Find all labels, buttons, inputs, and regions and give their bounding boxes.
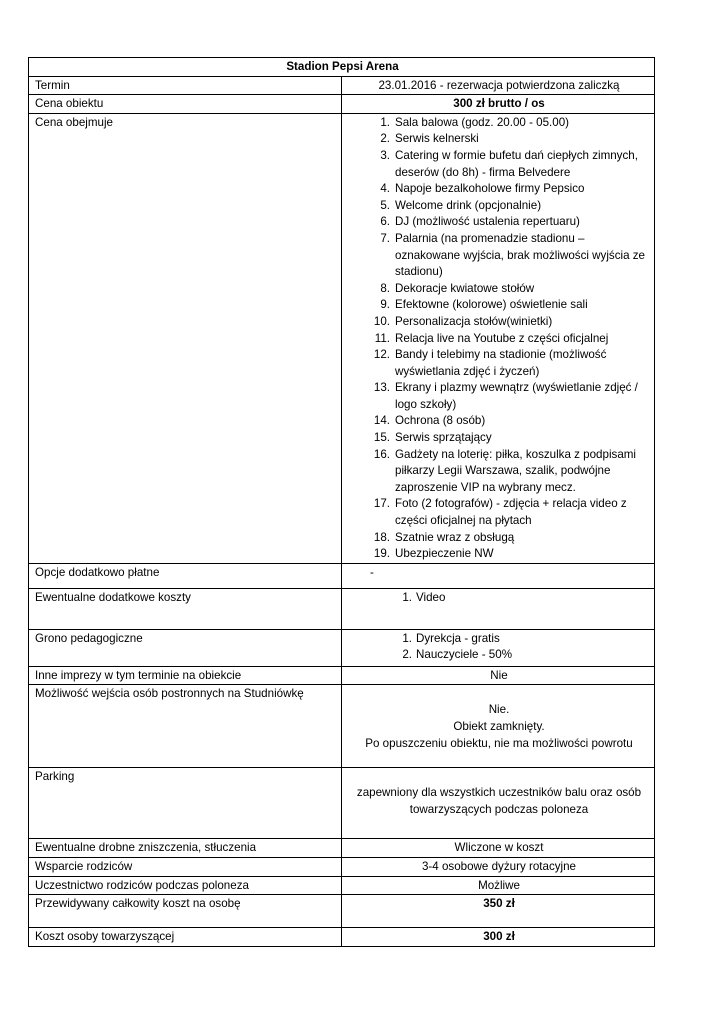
list-item: 13. Ekrany i plazmy wewnątrz (wyświetlanie zdjęć / logo szkoły) <box>373 381 638 411</box>
row-label: Inne imprezy w tym terminie na obiekcie <box>29 666 342 685</box>
row-value: 300 zł brutto / os <box>342 95 655 114</box>
row-label: Ewentualne drobne zniszczenia, stłuczenia <box>29 839 342 858</box>
list-item: 1. Video <box>402 590 446 604</box>
table-row <box>29 768 655 839</box>
table-row <box>29 685 655 768</box>
list-item: 1. Dyrekcja - gratis <box>402 631 500 645</box>
table-title: Stadion Pepsi Arena <box>29 58 655 77</box>
table-row <box>29 563 655 588</box>
row-label: Parking <box>29 768 342 839</box>
value-line: Nie. <box>488 703 510 717</box>
table-row <box>29 629 655 666</box>
list-item: 11. Relacja live na Youtube z części oficjalnej <box>374 331 609 345</box>
row-value: 23.01.2016 - rezerwacja potwierdzona zaliczką <box>342 76 655 95</box>
list-item: 7. Palarnia (na promenadzie stadionu – oznakowane wyjścia, brak możliwości wyjścia ze stadionu) <box>380 231 645 279</box>
row-value: 300 zł <box>342 928 655 947</box>
value-line: towarzyszących podczas poloneza <box>409 803 589 816</box>
table-row <box>29 895 655 928</box>
list-item: 16. Gadżety na loterię: piłka, koszulka z podpisami piłkarzy Legii Warszawa, szalik, podwójne zaproszenie VIP na wybrany mecz. <box>373 447 637 494</box>
row-label: Cena obejmuje <box>29 113 342 563</box>
table-row <box>29 76 655 95</box>
list-item: 3. Catering w formie bufetu dań ciepłych zimnych, deserów (do 8h) - firma Belvedere <box>380 148 638 179</box>
table-row <box>29 876 655 895</box>
row-label: Grono pedagogiczne <box>29 629 342 666</box>
row-label: Termin <box>29 76 342 95</box>
list-item: 4. Napoje bezalkoholowe firmy Pepsico <box>380 182 585 196</box>
list-item: 14. Ochrona (8 osób) <box>373 414 486 428</box>
list-item: 17. Foto (2 fotografów) - zdjęcia + relacja video z części oficjalnej na płytach <box>373 497 627 528</box>
teachers-list <box>348 631 650 664</box>
list-item: 15. Serwis sprzątający <box>373 431 492 445</box>
row-value <box>342 685 655 768</box>
value-line: Obiekt zamknięty. <box>453 720 545 733</box>
list-item: 2. Serwis kelnerski <box>380 132 479 146</box>
included-list <box>348 115 650 563</box>
row-label: Przewidywany całkowity koszt na osobę <box>29 895 342 928</box>
list-item: 10. Personalizacja stołów(winietki) <box>373 314 553 328</box>
table-row <box>29 95 655 114</box>
value-line: zapewniony dla wszystkich uczestników balu oraz osób <box>356 786 642 800</box>
row-value: Możliwe <box>342 876 655 895</box>
list-item: 18. Szatnie wraz z obsługą <box>373 530 515 544</box>
row-label: Koszt osoby towarzyszącej <box>29 928 342 947</box>
value-line: Po opuszczeniu obiektu, nie ma możliwości powrotu <box>365 736 633 750</box>
row-value: 350 zł <box>342 895 655 928</box>
row-label: Cena obiektu <box>29 95 342 114</box>
row-label: Uczestnictwo rodziców podczas poloneza <box>29 876 342 895</box>
list-item: 12. Bandy i telebimy na stadionie (możliwość wyświetlania zdjęć i życzeń) <box>373 348 607 378</box>
row-value <box>342 629 655 666</box>
list-item: 1. Sala balowa (godz. 20.00 - 05.00) <box>380 115 570 129</box>
table-row <box>29 858 655 877</box>
table-row <box>29 666 655 685</box>
venue-table <box>28 57 655 947</box>
row-label: Możliwość wejścia osób postronnych na Studniówkę <box>29 685 342 768</box>
table-row <box>29 839 655 858</box>
table-row <box>29 588 655 629</box>
table-row <box>29 113 655 563</box>
row-value: 3-4 osobowe dyżury rotacyjne <box>342 858 655 877</box>
list-item: 9. Efektowne (kolorowe) oświetlenie sali <box>380 298 588 312</box>
title-row <box>29 58 655 77</box>
row-label: Ewentualne dodatkowe koszty <box>29 588 342 629</box>
row-value <box>342 113 655 563</box>
list-item: 6. DJ (możliwość ustalenia repertuaru) <box>380 215 580 229</box>
row-value <box>342 768 655 839</box>
list-item: 2. Nauczyciele - 50% <box>402 648 513 662</box>
row-value: Wliczone w koszt <box>342 839 655 858</box>
row-value: - <box>342 563 655 588</box>
row-label: Opcje dodatkowo płatne <box>29 563 342 588</box>
row-value: Nie <box>342 666 655 685</box>
table-row <box>29 928 655 947</box>
row-label: Wsparcie rodziców <box>29 858 342 877</box>
list-item: 5. Welcome drink (opcjonalnie) <box>380 198 542 212</box>
list-item: 19. Ubezpieczenie NW <box>373 547 494 561</box>
extra-costs-list <box>348 590 650 607</box>
list-item: 8. Dekoracje kwiatowe stołów <box>380 281 535 295</box>
row-value <box>342 588 655 629</box>
